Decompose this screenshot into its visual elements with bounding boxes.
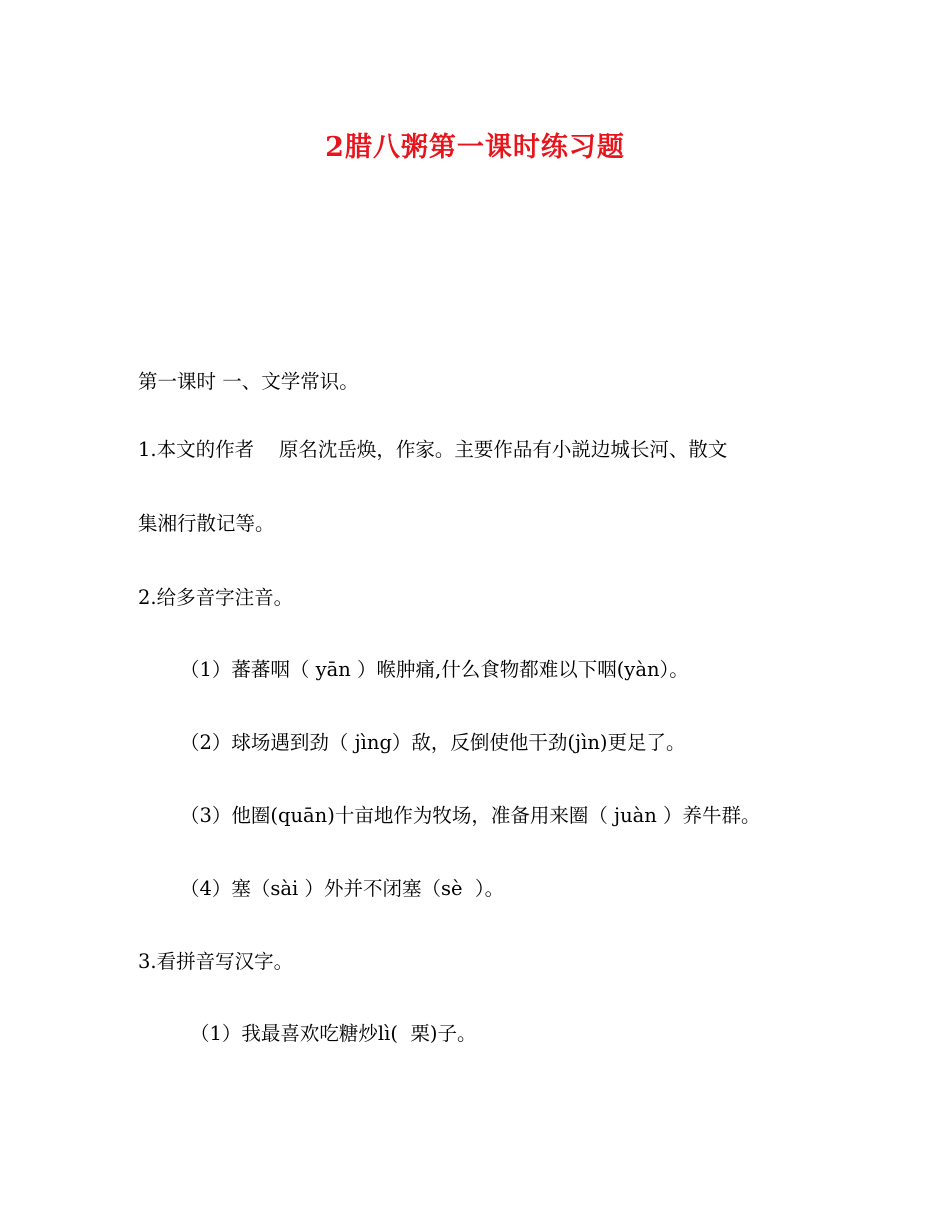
question-3-item-1: （1）我最喜欢吃糖炒lì( 栗)子。	[190, 1022, 477, 1045]
question-2-item-1: （1）蕃蕃咽（ yān ）喉肿痛,什么食物都难以下咽(yàn）。	[180, 658, 689, 681]
question-2-item-3: （3）他圈(quān)十亩地作为牧场，准备用来圈（ juàn ）养牛群。	[180, 804, 761, 827]
question-2-item-4: （4）塞（sài ）外并不闭塞（sè ）。	[180, 877, 505, 900]
question-2-item-2: （2）球场遇到劲（ jìng）敌，反倒使他干劲(jìn)更足了。	[180, 731, 686, 754]
section-heading-literature: 第一课时 一、文学常识。	[138, 370, 359, 393]
question-3-heading: 3.看拼音写汉字。	[138, 950, 294, 973]
question-1-line-2: 集湘行散记等。	[138, 512, 275, 535]
question-2-heading: 2.给多音字注音。	[138, 586, 294, 609]
question-1-line-1: 1.本文的作者 原名沈岳焕，作家。主要作品有小説边城长河、散文	[138, 438, 728, 461]
document-title: 2腊八粥第一课时练习题	[325, 132, 625, 163]
